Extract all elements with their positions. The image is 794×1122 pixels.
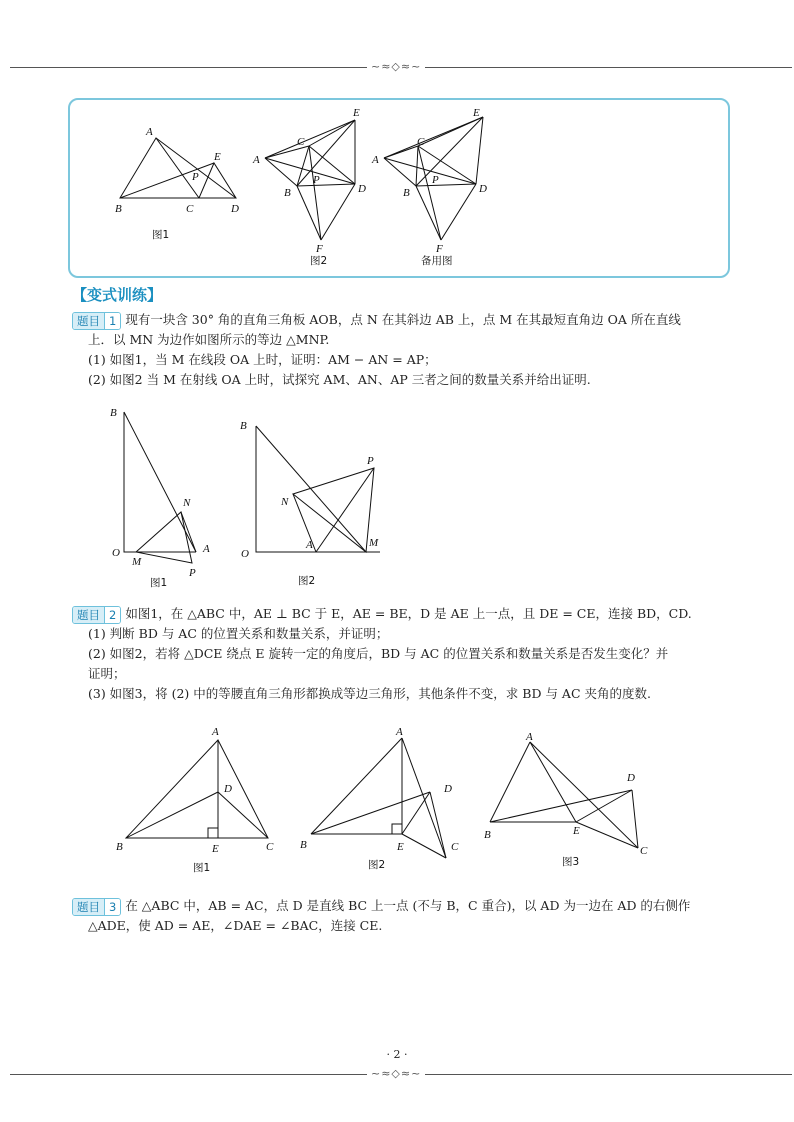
box-fig2-caption: 图2 xyxy=(310,255,328,267)
box-fig1 xyxy=(115,126,239,241)
problem-3-num: 3 xyxy=(104,899,120,915)
p2-fig1 xyxy=(116,726,274,874)
box-fig1-caption: 图1 xyxy=(152,229,170,241)
problem-1-tag: 题目 xyxy=(73,313,104,329)
box-fig3-A: A xyxy=(372,154,379,166)
p1-fig1-A: A xyxy=(203,543,210,555)
problem-3 xyxy=(72,896,732,936)
problem-3-badge xyxy=(72,898,121,916)
problem-2-tag: 题目 xyxy=(73,607,104,623)
problem-2-text-5: (3) 如图3，将 (2) 中的等腰直角三角形都换成等边三角形，其他条件不变，求 BD 与 AC 夹角的度数. xyxy=(88,686,651,701)
p1-fig2-M: M xyxy=(369,537,379,549)
p2-fig2-C: C xyxy=(451,841,459,853)
box-fig1-E: E xyxy=(214,151,221,163)
box-fig2-P: P xyxy=(313,174,320,186)
box-fig3-E: E xyxy=(473,107,480,119)
p2-fig1-B: B xyxy=(116,841,123,853)
p2-fig2-caption: 图2 xyxy=(368,859,386,871)
p2-fig1-caption: 图1 xyxy=(193,862,211,874)
section-title: 【变式训练】 xyxy=(72,286,163,304)
problem-3-text-1: 在 △ABC 中，AB = AC，点 D 是直线 BC 上一点 (不与 B，C 重合)，以 AD 为一边在 AD 的右侧作 xyxy=(125,898,691,913)
problem-1-text-3: (1) 如图1，当 M 在线段 OA 上时，证明：AM − AN = AP； xyxy=(88,352,437,367)
problem-1-line-1 xyxy=(72,310,732,330)
box-fig2 xyxy=(252,107,366,267)
p2-fig3 xyxy=(484,731,648,868)
box-fig3-P: P xyxy=(432,174,439,186)
p2-fig2-E: E xyxy=(397,841,404,853)
box-fig3-caption: 备用图 xyxy=(421,255,453,267)
box-fig3-C: C xyxy=(417,136,425,148)
problem-2-text-1: 如图1，在 △ABC 中，AE ⊥ BC 于 E，AE = BE，D 是 AE 上一点，且 DE = CE，连接 BD，CD. xyxy=(125,606,692,621)
p2-fig3-caption: 图3 xyxy=(562,856,580,868)
p2-fig3-D: D xyxy=(627,772,635,784)
p2-fig3-B: B xyxy=(484,829,491,841)
p1-fig1-B: B xyxy=(110,407,117,419)
p2-fig3-E: E xyxy=(573,825,580,837)
problem-1-text-2: 上．以 MN 为边作如图所示的等边 △MNP. xyxy=(88,332,330,347)
p2-fig2-D: D xyxy=(444,783,452,795)
problem-1-badge xyxy=(72,312,121,330)
p2-fig2-A: A xyxy=(396,726,403,738)
box-fig1-P: P xyxy=(192,171,199,183)
box-fig1-C: C xyxy=(186,203,194,215)
p1-fig1-P: P xyxy=(189,567,196,579)
problem-2-text-3: (2) 如图2，若将 △DCE 绕点 E 旋转一定的角度后，BD 与 AC 的位置关系和数量关系是否发生变化？并 xyxy=(88,646,669,661)
p2-fig1-D: D xyxy=(224,783,232,795)
p2-fig2-B: B xyxy=(300,839,307,851)
p1-fig2-B: B xyxy=(240,420,247,432)
problem-2-diagrams xyxy=(0,720,794,880)
p1-fig2-O: O xyxy=(241,548,249,560)
box-fig3-F: F xyxy=(436,243,443,255)
problem-1 xyxy=(72,310,732,390)
p2-fig2 xyxy=(300,726,459,871)
p1-fig1-caption: 图1 xyxy=(150,577,168,589)
problem-3-tag: 题目 xyxy=(73,899,104,915)
problem-2-num: 2 xyxy=(104,607,120,623)
problem-2 xyxy=(72,604,732,704)
box-fig2-A: A xyxy=(253,154,260,166)
p1-fig2-P: P xyxy=(367,455,374,467)
box-fig2-F: F xyxy=(316,243,323,255)
problem-1-text-4: (2) 如图2 当 M 在射线 OA 上时，试探究 AM、AN、AP 三者之间的数量关系并给出证明. xyxy=(88,372,591,387)
p2-fig1-A: A xyxy=(212,726,219,738)
page-number: · 2 · xyxy=(386,1048,408,1061)
p1-fig1-N: N xyxy=(183,497,191,509)
box-fig1-A: A xyxy=(146,126,153,138)
box-fig3-B: B xyxy=(403,187,410,199)
p2-fig3-A: A xyxy=(526,731,533,743)
problem-1-text-1: 现有一块含 30° 角的直角三角板 AOB，点 N 在其斜边 AB 上，点 M 在其最短直角边 OA 所在直线 xyxy=(125,312,681,327)
box-fig1-B: B xyxy=(115,203,122,215)
figure-box-diagrams xyxy=(0,0,794,290)
p2-fig1-C: C xyxy=(266,841,274,853)
header-ornament: ~≈◇≈~ xyxy=(367,61,425,73)
problem-2-text-2: (1) 判断 BD 与 AC 的位置关系和数量关系，并证明； xyxy=(88,626,389,641)
box-fig2-C: C xyxy=(297,136,305,148)
problem-1-num: 1 xyxy=(104,313,120,329)
p1-fig1 xyxy=(110,407,210,589)
box-fig3 xyxy=(371,107,487,267)
box-fig3-D: D xyxy=(479,183,487,195)
box-fig2-D: D xyxy=(358,183,366,195)
box-fig2-B: B xyxy=(284,187,291,199)
p2-fig3-C: C xyxy=(640,845,648,857)
p1-fig2-A: A xyxy=(306,539,313,551)
problem-1-diagrams xyxy=(0,400,794,600)
p1-fig1-M: M xyxy=(132,556,142,568)
p1-fig2-caption: 图2 xyxy=(298,575,316,587)
p1-fig2 xyxy=(240,420,380,587)
p1-fig1-O: O xyxy=(112,547,120,559)
footer-ornament: ~≈◇≈~ xyxy=(367,1068,425,1080)
problem-2-badge xyxy=(72,606,121,624)
box-fig2-E: E xyxy=(353,107,360,119)
box-fig1-D: D xyxy=(231,203,239,215)
problem-3-text-2: △ADE，使 AD = AE，∠DAE = ∠BAC，连接 CE. xyxy=(88,918,383,933)
p2-fig1-E: E xyxy=(212,843,219,855)
problem-2-text-4: 证明； xyxy=(88,666,126,681)
p1-fig2-N: N xyxy=(281,496,289,508)
